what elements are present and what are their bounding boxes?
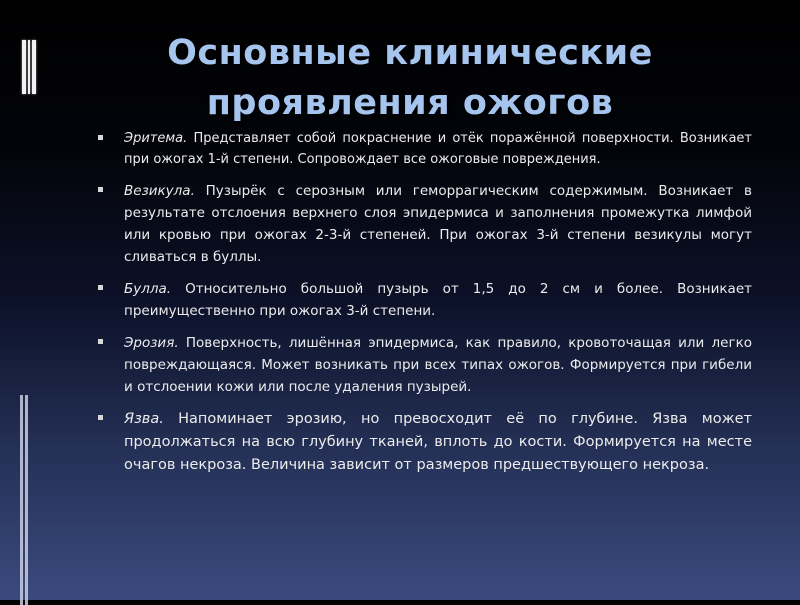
slide-title bbox=[90, 28, 730, 128]
square-bullet-icon bbox=[98, 339, 103, 344]
item-text: Относительно большой пузырь от 1,5 до 2 см и более. Возникает преимущественно при ожогах 3-й степени. bbox=[124, 281, 752, 319]
square-bullet-icon bbox=[98, 415, 103, 420]
item-term: Эрозия. bbox=[124, 335, 179, 351]
item-term: Эритема. bbox=[124, 131, 188, 146]
list-item-erosion bbox=[94, 332, 752, 398]
square-bullet-icon bbox=[98, 135, 103, 140]
item-term: Язва. bbox=[124, 411, 164, 427]
list-item-vesicle bbox=[94, 180, 752, 268]
item-text: Пузырёк с серозным или геморрагическим содержимым. Возникает в результате отслоения верхнего слоя эпидермиса и заполнения промежутка лимфой или кровью при ожогах 2-3-й степеней. При ожогах 3-й степени везикулы могут сливаться в буллы. bbox=[124, 183, 752, 265]
item-term: Булла. bbox=[124, 281, 172, 297]
item-text: Поверхность, лишённая эпидермиса, как правило, кровоточащая или легко повреждающаяся. Может возникать при всех типах ожогов. Формируется при гибели и отслоении кожи или после удаления пузырей. bbox=[124, 335, 752, 395]
slide-title-line-1: Основные клинические bbox=[167, 33, 653, 73]
item-text: Напоминает эрозию, но превосходит её по глубине. Язва может продолжаться на всю глубину тканей, вплоть до кости. Формируется на месте очагов некроза. Величина зависит от размеров предшествующего некроза. bbox=[124, 411, 752, 473]
square-bullet-icon bbox=[98, 187, 103, 192]
list-item-bulla bbox=[94, 278, 752, 322]
item-text: Представляет собой покраснение и отёк поражённой поверхности. Возникает при ожогах 1-й степени. Сопровождает все ожоговые повреждения. bbox=[124, 131, 752, 167]
bullet-list bbox=[94, 128, 752, 487]
item-term: Везикула. bbox=[124, 183, 195, 199]
decorative-stripes-bottom bbox=[20, 395, 28, 605]
list-item-ulcer bbox=[94, 408, 752, 477]
square-bullet-icon bbox=[98, 285, 103, 290]
slide-title-line-2: проявления ожогов bbox=[206, 83, 614, 123]
decorative-stripes-top bbox=[22, 40, 36, 94]
list-item-erythema bbox=[94, 128, 752, 170]
